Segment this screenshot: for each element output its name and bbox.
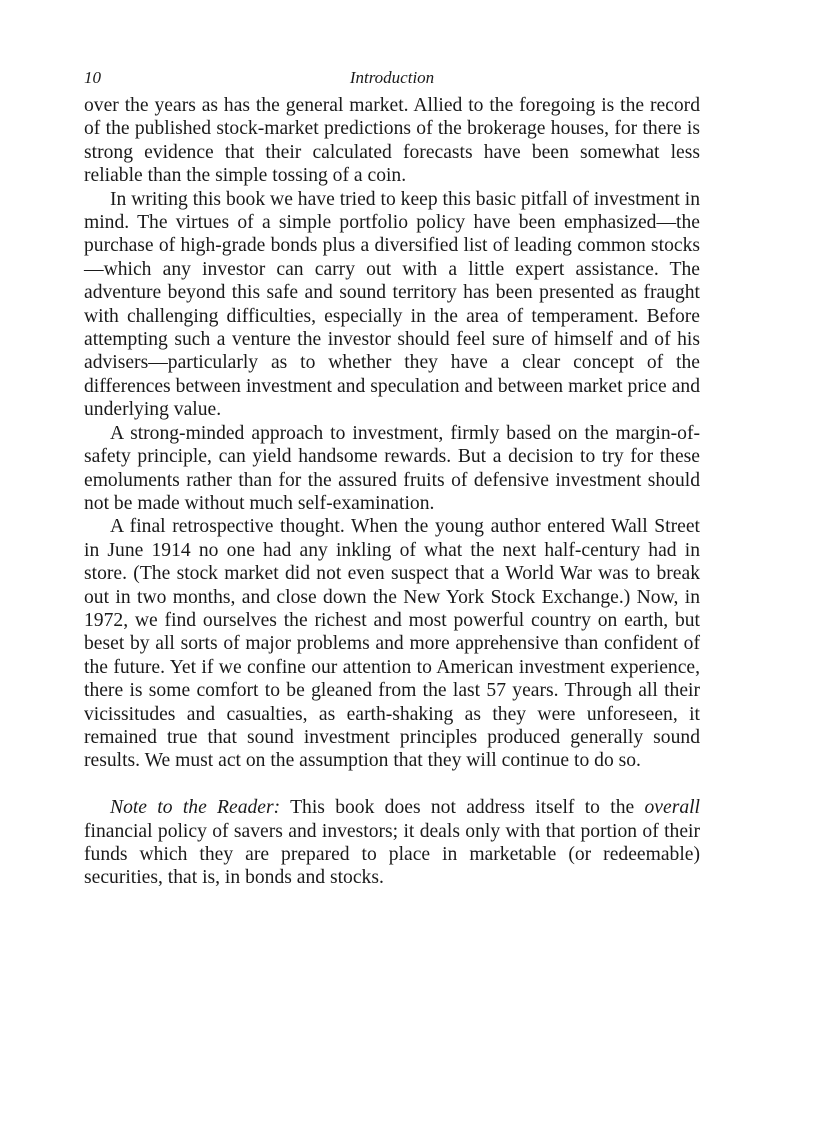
note-text-after: financial policy of savers and investors; it deals only with that portion of their funds which they are prepared to place in marketable (or redeemable) securities, that is, in bonds and stocks.	[84, 820, 700, 889]
body-text	[84, 94, 700, 890]
paragraph-continued: over the years as has the general market. Allied to the foregoing is the record of the published stock-market predictions of the brokerage houses, for there is strong evidence that their calculated forecasts have been somewhat less reliable than the simple tossing of a coin.	[84, 95, 700, 187]
note-text-before: This book does not address itself to the	[280, 797, 645, 819]
paragraph-portfolio-policy: In writing this book we have tried to keep this basic pitfall of investment in mind. The virtues of a simple portfolio policy have been emphasized—the purchase of high-grade bonds plus a diversified list of leading common stocks—which any investor can carry out with a little expert assistance. The adventure beyond this safe and sound territory has been presented as fraught with challenging difficulties, especially in the area of temperament. Before attempting such a venture the investor should feel sure of himself and of his advisers—particularly as to whether they have a clear concept of the differences between investment and speculation and between market price and underlying value.	[84, 188, 700, 421]
note-label: Note to the Reader:	[110, 797, 281, 819]
page-number: 10	[84, 68, 101, 87]
book-page	[84, 60, 700, 890]
running-head	[84, 60, 700, 94]
note-to-reader	[84, 796, 700, 890]
note-emphasis: overall	[644, 797, 700, 819]
paragraph-margin-of-safety: A strong-minded approach to investment, firmly based on the margin-of-safety principle, can yield handsome rewards. But a decision to try for these emoluments rather than for the assured fruits of defensive investment should not be made without much self-examination.	[84, 422, 700, 514]
running-title: Introduction	[349, 68, 435, 87]
paragraph-retrospective: A final retrospective thought. When the young author entered Wall Street in June 1914 no one had any inkling of what the next half-century had in store. (The stock market did not even suspect that a World War was to break out in two months, and close down the New York Stock Exchange.) Now, in 1972, we find ourselves the richest and most powerful country on earth, but beset by all sorts of major problems and more apprehensive than confident of the future. Yet if we confine our attention to American investment experience, there is some comfort to be gleaned from the last 57 years. Through all their vicissitudes and casualties, as earth-shaking as they were unforeseen, it remained true that sound investment principles produced generally sound results. We must act on the assumption that they will continue to do so.	[84, 516, 700, 772]
